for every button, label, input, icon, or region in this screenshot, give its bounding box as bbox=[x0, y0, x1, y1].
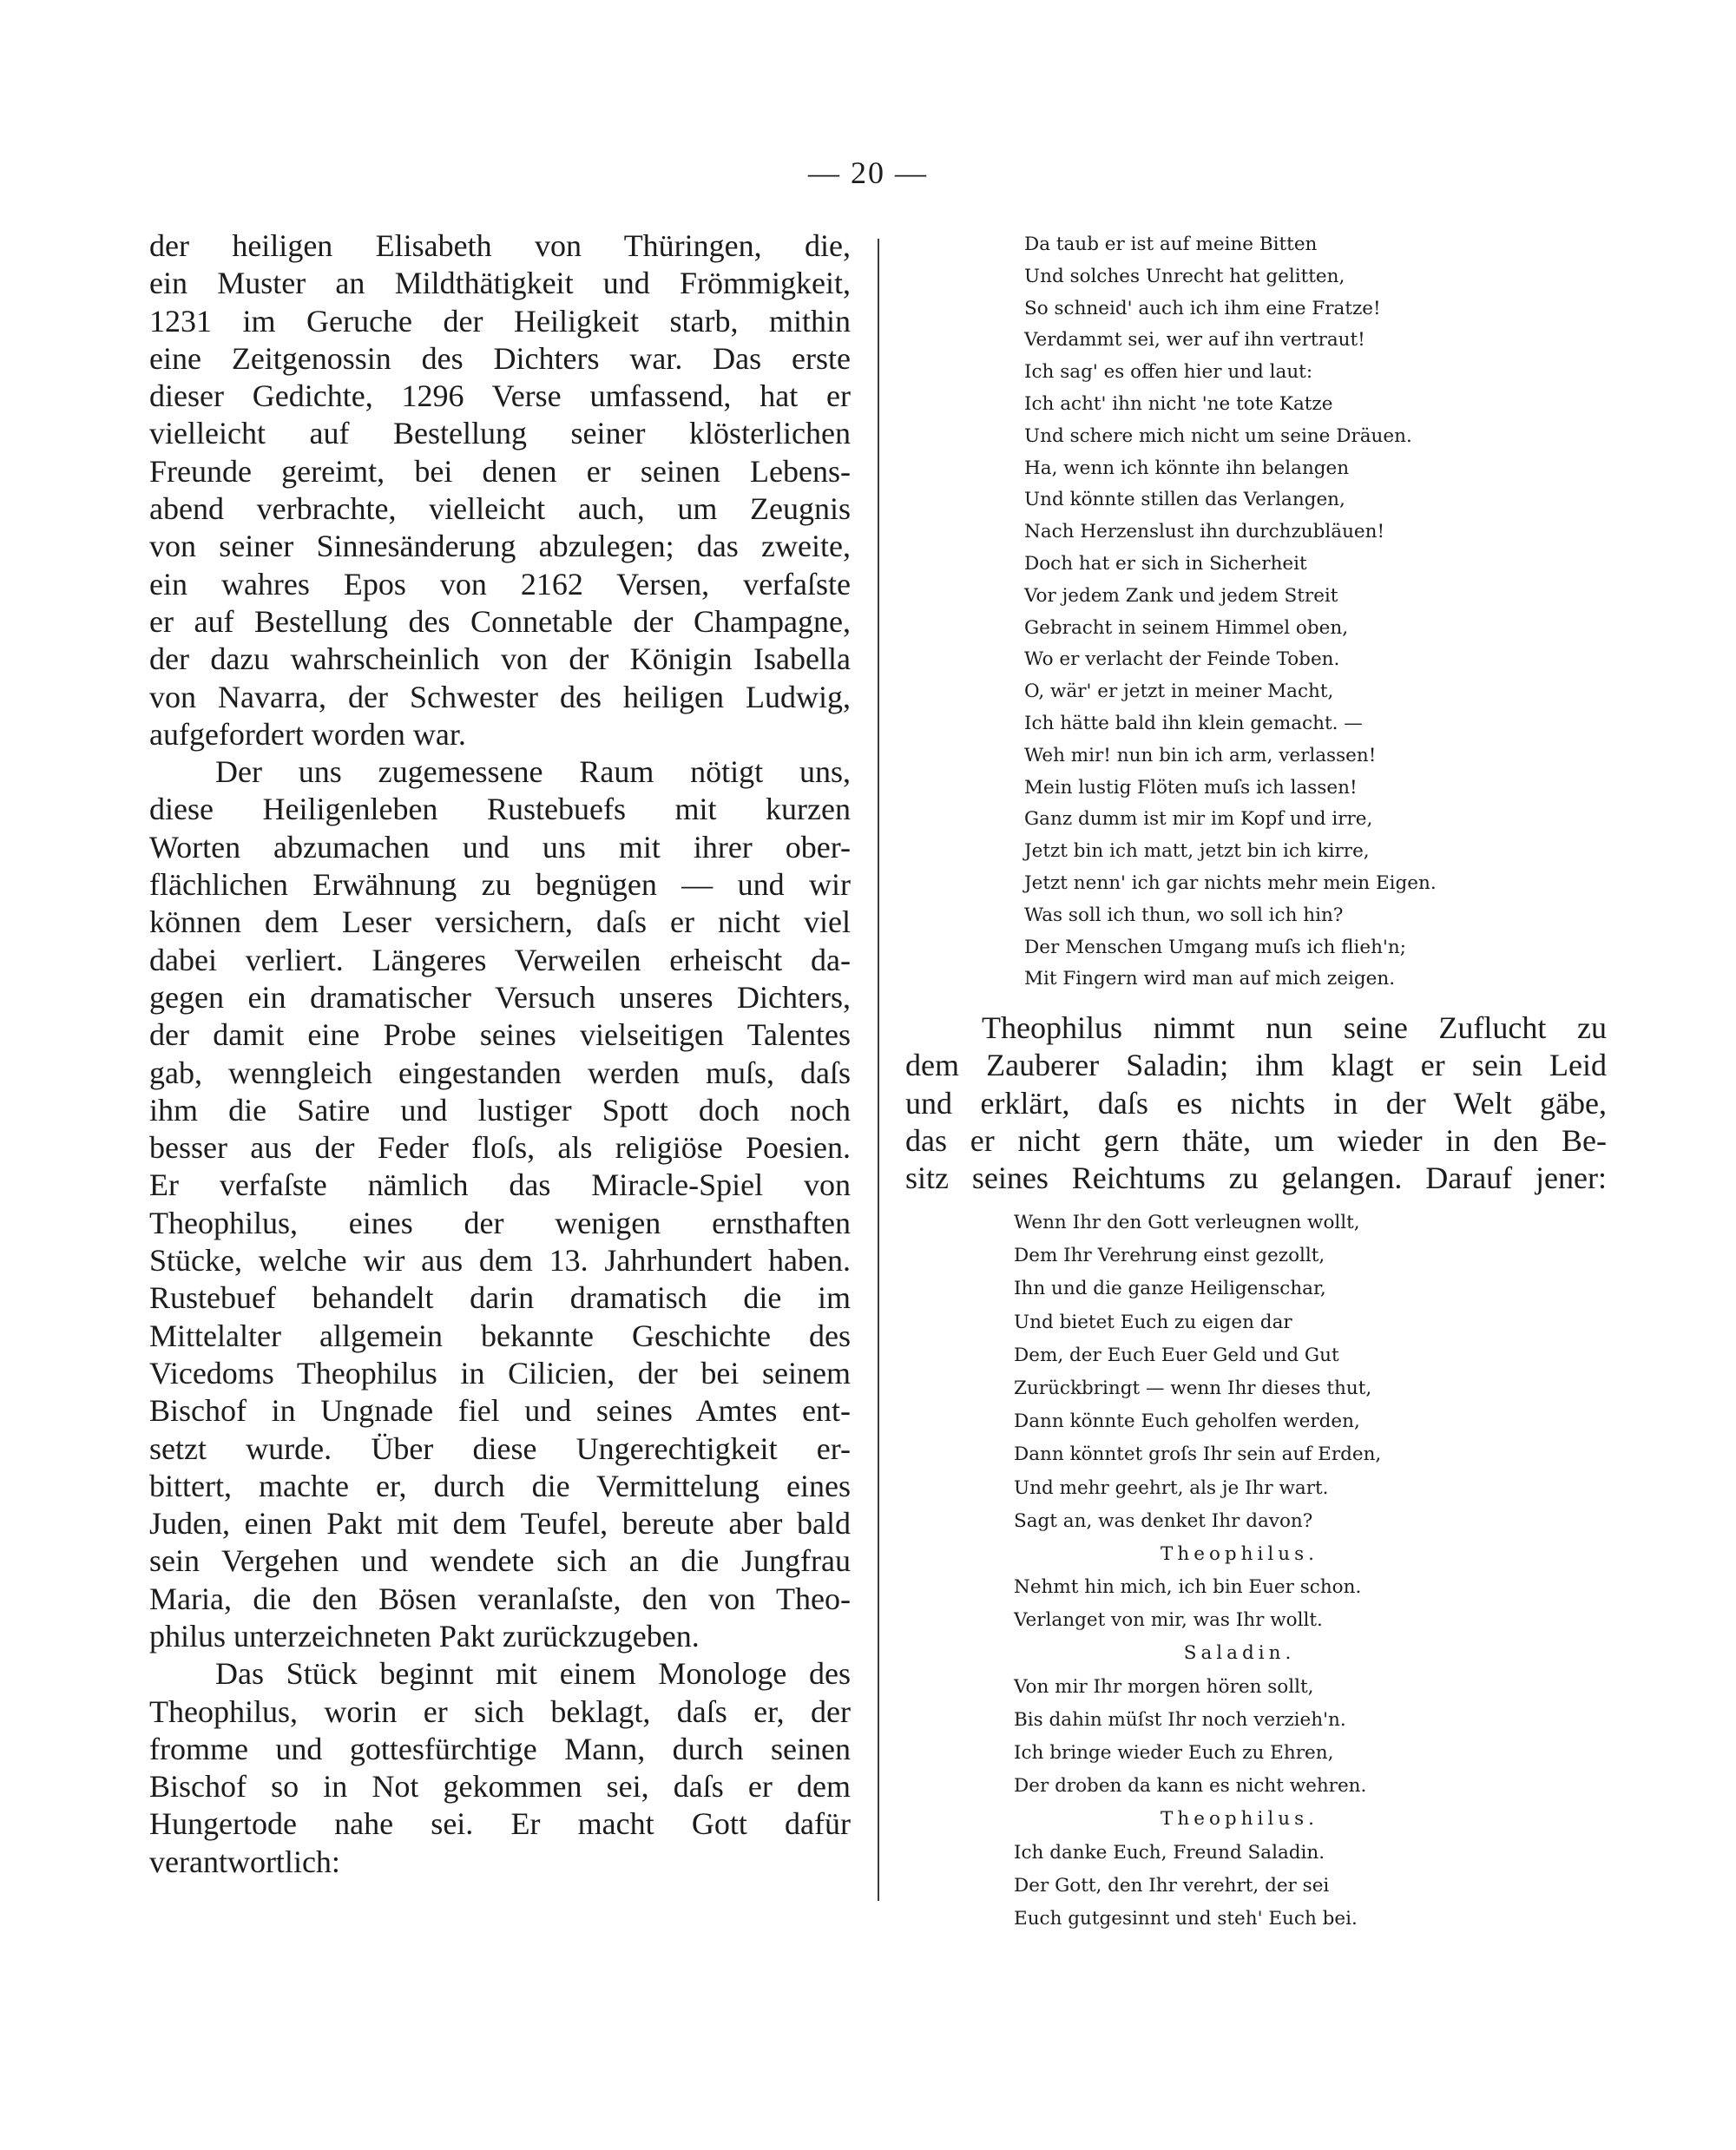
text-line: setzt wurde. Über diese Ungerechtigkeit er- bbox=[149, 1430, 851, 1466]
text-line: 1231 im Geruche der Heiligkeit starb, mithin bbox=[149, 303, 851, 339]
text-line: von seiner Sinnesänderung abzulegen; das zweite, bbox=[149, 529, 851, 564]
verse-line: Mit Fingern wird man auf mich zeigen. bbox=[1024, 968, 1396, 990]
page-number: — 20 — bbox=[808, 155, 928, 190]
text-line: Das Stück beginnt mit einem Monologe des bbox=[215, 1656, 851, 1692]
text-line: ein Muster an Mildthätigkeit und Frömmigkeit, bbox=[149, 266, 851, 301]
verse-line: Der Gott, den Ihr verehrt, der sei bbox=[1014, 1874, 1330, 1897]
verse-line: Jetzt bin ich matt, jetzt bin ich kirre, bbox=[1024, 840, 1370, 863]
verse-line: Da taub er ist auf meine Bitten bbox=[1024, 233, 1318, 255]
verse-line: So schneid' auch ich ihm eine Fratze! bbox=[1024, 297, 1381, 319]
text-line: dieser Gedichte, 1296 Verse umfassend, hat er bbox=[149, 378, 851, 414]
verse-line: Dann könntet groſs Ihr sein auf Erden, bbox=[1014, 1443, 1382, 1466]
verse-line: Mein lustig Flöten muſs ich lassen! bbox=[1024, 776, 1358, 799]
verse-line: Ganz dumm ist mir im Kopf und irre, bbox=[1024, 808, 1373, 831]
verse-line: Dann könnte Euch geholfen werden, bbox=[1014, 1410, 1360, 1433]
text-line: Bischof so in Not gekommen sei, daſs er dem bbox=[149, 1769, 851, 1805]
text-line: er auf Bestellung des Connetable der Champagne, bbox=[149, 603, 851, 639]
verse-line: Nach Herzenslust ihn durchzubläuen! bbox=[1024, 521, 1385, 543]
verse-line: Und könnte stillen das Verlangen, bbox=[1024, 489, 1345, 511]
text-line: Rustebuef behandelt darin dramatisch die im bbox=[149, 1280, 851, 1316]
verse-line: Und mehr geehrt, als je Ihr wart. bbox=[1014, 1476, 1329, 1499]
verse-line: Bis dahin müſst Ihr noch verzieh'n. bbox=[1014, 1708, 1346, 1731]
text-line: Hungertode nahe sei. Er macht Gott dafür bbox=[149, 1806, 851, 1842]
text-line: dabei verliert. Längeres Verweilen erheischt da- bbox=[149, 942, 851, 977]
text-line: ein wahres Epos von 2162 Versen, verfaſste bbox=[149, 566, 851, 602]
text-line: besser aus der Feder floſs, als religiöse Poesien. bbox=[149, 1130, 851, 1166]
text-line: Vicedoms Theophilus in Cilicien, der bei seinem bbox=[149, 1355, 851, 1391]
verse-line: Vor jedem Zank und jedem Streit bbox=[1024, 584, 1338, 607]
text-line: von Navarra, der Schwester des heiligen Ludwig, bbox=[149, 679, 851, 714]
column-divider bbox=[878, 239, 879, 1901]
verse-line: Doch hat er sich in Sicherheit bbox=[1024, 552, 1307, 575]
right-column-prose bbox=[905, 1009, 1607, 1197]
text-line: Bischof in Ungnade fiel und seines Amtes ent- bbox=[149, 1393, 851, 1429]
text-line: sein Vergehen und wendete sich an die Jungfrau bbox=[149, 1543, 851, 1579]
text-line: Theophilus, worin er sich beklagt, daſs er, der bbox=[149, 1693, 851, 1729]
verse-line: O, wär' er jetzt in meiner Macht, bbox=[1024, 681, 1334, 703]
text-line: dem Zauberer Saladin; ihm klagt er sein Leid bbox=[905, 1048, 1607, 1083]
text-line: können dem Leser versichern, daſs er nicht viel bbox=[149, 904, 851, 940]
speaker-label: Theophilus. bbox=[1161, 1542, 1318, 1565]
verse-line: Verlanget von mir, was Ihr wollt. bbox=[1014, 1609, 1323, 1632]
text-line: gegen ein dramatischer Versuch unseres Dichters, bbox=[149, 979, 851, 1015]
verse-dialogue bbox=[1014, 1206, 1465, 1936]
verse-line: Verdammt sei, wer auf ihn vertraut! bbox=[1024, 329, 1365, 352]
text-line: gab, wenngleich eingestanden werden muſs, daſs bbox=[149, 1055, 851, 1090]
text-line: aufgefordert worden war. bbox=[149, 716, 466, 752]
text-line: Juden, einen Pakt mit dem Teufel, bereute aber bald bbox=[149, 1506, 851, 1542]
verse-line: Ich danke Euch, Freund Saladin. bbox=[1014, 1841, 1325, 1864]
verse-line: Sagt an, was denket Ihr davon? bbox=[1014, 1509, 1313, 1532]
verse-line: Dem, der Euch Euer Geld und Gut bbox=[1014, 1344, 1339, 1366]
verse-monologue bbox=[1024, 229, 1437, 996]
text-line: der heiligen Elisabeth von Thüringen, die, bbox=[149, 228, 851, 263]
text-line: Er verfaſste nämlich das Miracle-Spiel von bbox=[149, 1167, 851, 1203]
verse-line: Ich hätte bald ihn klein gemacht. — bbox=[1024, 712, 1363, 734]
text-line: Der uns zugemessene Raum nötigt uns, bbox=[215, 754, 851, 790]
text-line: Stücke, welche wir aus dem 13. Jahrhundert haben. bbox=[149, 1243, 851, 1279]
verse-line: Und solches Unrecht hat gelitten, bbox=[1024, 265, 1345, 287]
verse-line: Euch gutgesinnt und steh' Euch bei. bbox=[1014, 1907, 1358, 1930]
speaker-label: Saladin. bbox=[1183, 1642, 1296, 1665]
verse-line: Wenn Ihr den Gott verleugnen wollt, bbox=[1014, 1212, 1360, 1233]
verse-line: Dem Ihr Verehrung einst gezollt, bbox=[1014, 1245, 1325, 1267]
text-line: Freunde gereimt, bei denen er seinen Lebens- bbox=[149, 453, 851, 489]
text-line: flächlichen Erwähnung zu begnügen — und wir bbox=[149, 867, 851, 903]
text-line: Theophilus nimmt nun seine Zuflucht zu bbox=[982, 1010, 1607, 1045]
text-line: bittert, machte er, durch die Vermittelung eines bbox=[149, 1468, 851, 1503]
verse-line: Der Menschen Umgang muſs ich flieh'n; bbox=[1024, 936, 1406, 958]
verse-line: Ich bringe wieder Euch zu Ehren, bbox=[1014, 1742, 1334, 1764]
verse-line: Nehmt hin mich, ich bin Euer schon. bbox=[1014, 1576, 1362, 1599]
text-line: diese Heiligenleben Rustebuefs mit kurzen bbox=[149, 792, 851, 827]
verse-line: Weh mir! nun bin ich arm, verlassen! bbox=[1024, 744, 1377, 766]
verse-line: Und bietet Euch zu eigen dar bbox=[1014, 1311, 1292, 1333]
verse-line: Ich sag' es offen hier und laut: bbox=[1024, 361, 1313, 384]
text-line: philus unterzeichneten Pakt zurückzugeben. bbox=[149, 1618, 700, 1654]
text-line: verantwortlich: bbox=[149, 1844, 340, 1879]
text-line: Worten abzumachen und uns mit ihrer ober- bbox=[149, 829, 851, 865]
left-column-prose bbox=[149, 227, 851, 1881]
verse-line: Ihn und die ganze Heiligenschar, bbox=[1014, 1278, 1326, 1300]
speaker-label: Theophilus. bbox=[1161, 1808, 1318, 1831]
text-line: Theophilus, eines der wenigen ernsthaften bbox=[149, 1205, 851, 1240]
verse-line: Von mir Ihr morgen hören sollt, bbox=[1014, 1675, 1314, 1698]
verse-line: Zurückbringt — wenn Ihr dieses thut, bbox=[1014, 1377, 1372, 1399]
verse-line: Was soll ich thun, wo soll ich hin? bbox=[1024, 904, 1344, 926]
text-line: eine Zeitgenossin des Dichters war. Das erste bbox=[149, 340, 851, 376]
text-line: vielleicht auf Bestellung seiner klösterlichen bbox=[149, 416, 851, 451]
verse-line: Wo er verlacht der Feinde Toben. bbox=[1024, 648, 1340, 671]
verse-line: Jetzt nenn' ich gar nichts mehr mein Eigen. bbox=[1024, 871, 1437, 894]
verse-line: Ich acht' ihn nicht 'ne tote Katze bbox=[1024, 392, 1333, 415]
verse-line: Ha, wenn ich könnte ihn belangen bbox=[1024, 457, 1350, 479]
text-line: der dazu wahrscheinlich von der Königin Isabella bbox=[149, 641, 851, 677]
text-line: und erklärt, daſs es nichts in der Welt gäbe, bbox=[905, 1085, 1607, 1121]
text-line: Mittelalter allgemein bekannte Geschichte des bbox=[149, 1318, 851, 1353]
verse-line: Gebracht in seinem Himmel oben, bbox=[1024, 616, 1349, 639]
text-line: fromme und gottesfürchtige Mann, durch seinen bbox=[149, 1731, 851, 1766]
text-line: ihm die Satire und lustiger Spott doch noch bbox=[149, 1092, 851, 1128]
verse-line: Und schere mich nicht um seine Dräuen. bbox=[1024, 424, 1412, 447]
text-line: das er nicht gern thäte, um wieder in den Be- bbox=[905, 1122, 1607, 1158]
text-line: Maria, die den Bösen veranlaſste, den von Theo- bbox=[149, 1581, 851, 1616]
text-line: abend verbrachte, vielleicht auch, um Zeugnis bbox=[149, 491, 851, 527]
verse-line: Der droben da kann es nicht wehren. bbox=[1014, 1775, 1367, 1798]
text-line: sitz seines Reichtums zu gelangen. Darauf jener: bbox=[905, 1160, 1607, 1196]
text-line: der damit eine Probe seines vielseitigen Talentes bbox=[149, 1017, 851, 1053]
